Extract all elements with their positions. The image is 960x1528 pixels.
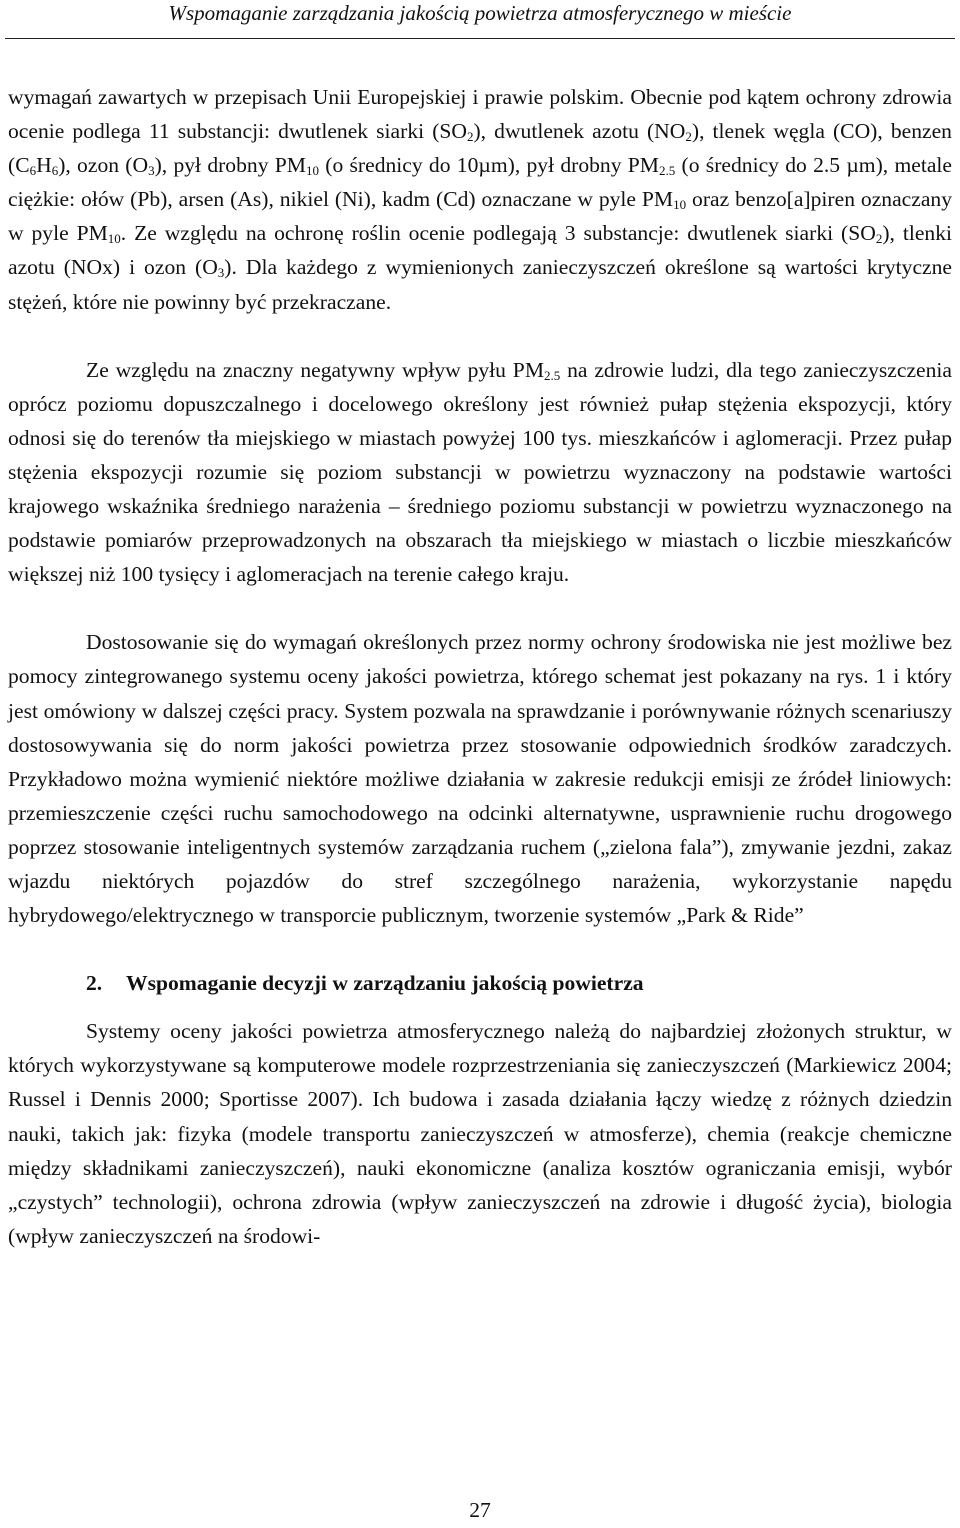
body-paragraph-2: Ze względu na znaczny negatywny wpływ pyłu $PM_{2.5}$ na zdrowie ludzi, dla tego zanieczyszczenia oprócz poziomu dopuszczalnego i docelowego określony jest również pułap stężenia ekspozycji, który odnosi się do terenów tła miejskiego w miastach powyżej 100 tys. mieszkańców i aglomeracji. Przez pułap stężenia ekspozycji rozumie się poziom substancji w powietrzu wyznaczony na podstawie wartości krajowego wskaźnika średniego narażenia – średniego poziomu substancji w powietrzu wyznaczonego na podstawie pomiarów przeprowadzonych na obszarach tła miejskiego w miastach o liczbie mieszkańców większej niż 100 tysięcy i aglomeracjach na terenie całego kraju.: [8, 357, 952, 587]
running-title: Wspomaganie zarządzania jakością powietrza atmosferycznego w mieście: [168, 1, 792, 25]
section-title: Wspomaganie decyzji w zarządzaniu jakością powietrza: [126, 971, 644, 996]
header-divider: [5, 38, 955, 39]
page-body: [8, 80, 952, 1253]
section-number: 2.: [86, 971, 103, 996]
section-heading: [8, 966, 952, 1000]
page-number: 27: [469, 1498, 491, 1522]
body-paragraph-3: Dostosowanie się do wymagań określonych przez normy ochrony środowiska nie jest możliwe bez pomocy zintegrowanego systemu oceny jakości powietrza, którego schemat jest pokazany na rys. 1 i który jest omówiony w dalszej części pracy. System pozwala na sprawdzanie i porównywanie różnych scenariuszy dostosowywania się do norm jakości powietrza przez stosowanie odpowiednich środków zaradczych. Przykładowo można wymienić niektóre możliwe działania w zakresie redukcji emisji ze źródeł liniowych: przemieszczenie części ruchu samochodowego na odcinki alternatywne, usprawnienie ruchu drogowego poprzez stosowanie inteligentnych systemów zarządzania ruchem („zielona fala”), zmywanie jezdni, zakaz wjazdu niektórych pojazdów do stref szczególnego narażenia, wykorzystanie napędu hybrydowego/elektrycznego w transporcie publicznym, tworzenie systemów „Park & Ride”: [8, 630, 952, 928]
running-header: [0, 0, 960, 34]
body-paragraph-4: Systemy oceny jakości powietrza atmosferycznego należą do najbardziej złożonych struktur, w których wykorzystywane są komputerowe modele rozprzestrzeniania się zanieczyszczeń (Markiewicz 2004; Russel i Dennis 2000; Sportisse 2007). Ich budowa i zasada działania łączy wiedzę z różnych dziedzin nauki, takich jak: fizyka (modele transportu zanieczyszczeń w atmosferze), chemia (reakcje chemiczne między składnikami zanieczyszczeń), nauki ekonomiczne (analiza kosztów ograniczania emisji, wybór „czystych” technologii), ochrona zdrowia (wpływ zanieczyszczeń na zdrowie i długość życia), biologia (wpływ zanieczyszczeń na środowi-: [8, 1019, 952, 1248]
body-paragraph-1: wymagań zawartych w przepisach Unii Europejskiej i prawie polskim. Obecnie pod kątem ochrony zdrowia ocenie podlega 11 substancji: dwutlenek siarki $(SO_2)$, dwutlenek azotu $(NO_2)$, tlenek węgla (CO), benzen $(C_6H_6)$, ozon $(O_3)$, pył drobny $PM_{10}$ (o średnicy do 10µm), pył drobny $PM_{2.5}$ (o średnicy do 2.5 µm), metale ciężkie: ołów (Pb), arsen (As), nikiel (Ni), kadm (Cd) oznaczane w pyle $PM_{10}$ oraz benzo[a]piren oznaczany w pyle $PM_{10}$. Ze względu na ochronę roślin ocenie podlegają 3 substancje: dwutlenek siarki $(SO_2)$, tlenki azotu (NOx) i ozon $(O_3)$. Dla każdego z wymienionych zanieczyszczeń określone są wartości krytyczne stężeń, które nie powinny być przekraczane.: [8, 85, 953, 314]
